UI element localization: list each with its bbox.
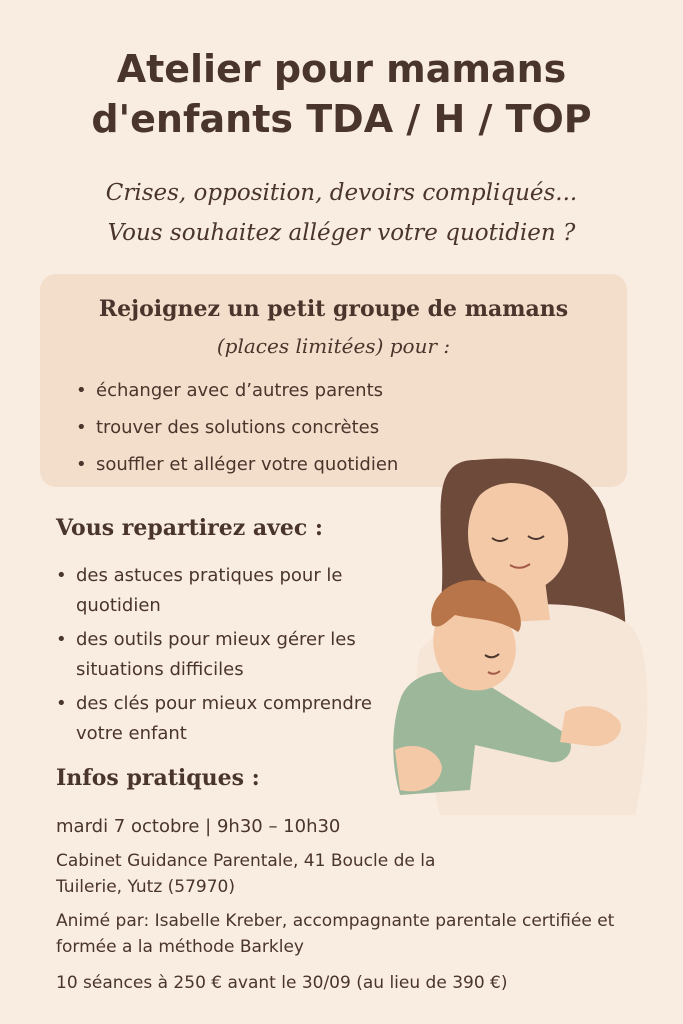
subtitle-line-1: Crises, opposition, devoirs compliqués... (105, 180, 578, 206)
event-date: mardi 7 octobre | 9h30 – 10h30 (56, 816, 341, 837)
list-item-text: des clés pour mieux comprendre votre enfant (76, 693, 372, 744)
price-info: 10 séances à 250 € avant le 30/09 (au lieu de 390 €) (56, 973, 508, 993)
bullet-icon: • (76, 417, 87, 438)
bullet-icon: • (56, 629, 67, 650)
subtitle-line-2: Vous souhaitez alléger votre quotidien ? (107, 220, 576, 246)
list-item (54, 625, 399, 685)
group-subheading: (places limitées) pour : (216, 334, 451, 358)
list-item (74, 446, 398, 483)
outcomes-list (54, 561, 399, 753)
facilitator-info: Animé par: Isabelle Kreber, accompagnante parentale certifiée et formée a la méthode Barkley (56, 911, 615, 957)
list-item (74, 409, 398, 446)
list-item (54, 561, 399, 621)
group-heading: Rejoignez un petit groupe de mamans (98, 296, 569, 322)
list-item-text: des outils pour mieux gérer les situations difficiles (76, 629, 356, 680)
mother-hugging-child-illustration (380, 450, 670, 830)
group-benefits-list (74, 372, 398, 483)
poster-subtitle (0, 173, 683, 253)
list-item (74, 372, 398, 409)
event-address: Cabinet Guidance Parentale, 41 Boucle de la Tuilerie, Yutz (57970) (56, 851, 436, 897)
title-line-1: Atelier pour mamans (116, 47, 567, 91)
list-item-text: échanger avec d’autres parents (96, 380, 384, 401)
poster-title (0, 44, 683, 144)
infos-heading: Infos pratiques : (56, 765, 260, 791)
bullet-icon: • (76, 454, 87, 475)
bullet-icon: • (76, 380, 87, 401)
list-item-text: souffler et alléger votre quotidien (96, 454, 399, 475)
outcomes-heading: Vous repartirez avec : (56, 515, 324, 541)
list-item-text: trouver des solutions concrètes (96, 417, 380, 438)
list-item (54, 689, 399, 749)
bullet-icon: • (56, 693, 67, 714)
title-line-2: d'enfants TDA / H / TOP (91, 97, 592, 141)
bullet-icon: • (56, 565, 67, 586)
list-item-text: des astuces pratiques pour le quotidien (76, 565, 343, 616)
